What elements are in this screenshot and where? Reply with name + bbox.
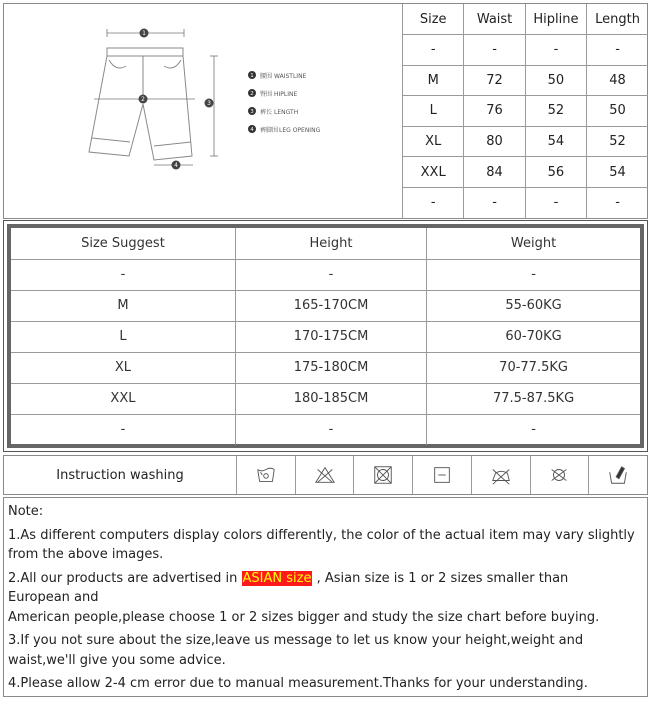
cell-weight: 70-77.5KG	[427, 352, 640, 383]
professional-care-icon	[589, 456, 647, 494]
cell-weight: 55-60KG	[427, 290, 640, 321]
cell-size: L	[403, 96, 464, 127]
legend-3-en: LENGTH	[274, 109, 299, 116]
cell-size: M	[403, 65, 464, 96]
cell-hipline: 52	[525, 96, 586, 127]
table-row	[11, 414, 640, 445]
table-row	[403, 157, 649, 188]
cell-hipline: -	[525, 35, 586, 66]
legend-1-en: WAISTLINE	[274, 73, 307, 80]
size-suggest-section	[3, 220, 648, 452]
note-3: 3.If you not sure about the size,leave us message to let us know your height,weight and waist,we'll give you some advice.	[8, 633, 584, 668]
shorts-drawing	[4, 4, 402, 218]
cell-size: XL	[403, 126, 464, 157]
cell-size: -	[11, 259, 235, 290]
table-row	[11, 290, 640, 321]
marker-2-label: 2	[141, 96, 145, 103]
cell-length: 52	[587, 126, 648, 157]
note-2-before: 2.All our products are advertised in	[8, 570, 242, 586]
table-row	[403, 187, 649, 218]
size-table	[402, 4, 648, 218]
header-height: Height	[235, 228, 426, 259]
size-suggest-table	[11, 228, 640, 445]
cell-size: -	[11, 414, 235, 445]
header-size-suggest: Size Suggest	[11, 228, 235, 259]
cell-height: 175-180CM	[235, 352, 426, 383]
cell-size: XXL	[11, 383, 235, 414]
cell-length: -	[587, 35, 648, 66]
size-chart-section	[3, 3, 648, 219]
no-tumble-dry-icon	[354, 456, 413, 494]
header-waist: Waist	[464, 4, 525, 35]
legend-3-zh: 裤长	[260, 109, 273, 116]
hand-wash-icon	[237, 456, 296, 494]
header-weight: Weight	[427, 228, 640, 259]
cell-length: 50	[587, 96, 648, 127]
cell-hipline: -	[525, 187, 586, 218]
header-hipline: Hipline	[525, 4, 586, 35]
cell-height: -	[235, 414, 426, 445]
legend-4-zh: 裤脚围	[260, 127, 279, 134]
note-2-line2: European and	[8, 590, 99, 605]
cell-size: -	[403, 35, 464, 66]
legend-2-zh: 臀围	[260, 91, 273, 98]
notes-title: Note:	[8, 504, 44, 519]
cell-height: -	[235, 259, 426, 290]
no-bleach-icon	[296, 456, 355, 494]
note-2-line3: American people,please choose 1 or 2 sizes bigger and study the size chart before buying.	[8, 609, 600, 625]
cell-hipline: 54	[525, 126, 586, 157]
suggest-table-header	[11, 228, 640, 259]
cell-size: L	[11, 321, 235, 352]
size-table-header	[403, 4, 649, 35]
note-4: 4.Please allow 2-4 cm error due to manual measurement.Thanks for your understanding.	[8, 676, 588, 691]
cell-length: 48	[587, 65, 648, 96]
table-row	[403, 35, 649, 66]
legend-1-zh: 腰围	[260, 73, 273, 80]
marker-3-label: 3	[207, 100, 211, 107]
header-size: Size	[403, 4, 464, 35]
cell-size: XXL	[403, 157, 464, 188]
cell-height: 180-185CM	[235, 383, 426, 414]
cell-waist: 72	[464, 65, 525, 96]
washing-instructions-row	[3, 455, 648, 495]
washing-label: Instruction washing	[4, 456, 237, 494]
cell-hipline: 56	[525, 157, 586, 188]
legend-4-en: LEG OPENING	[279, 127, 321, 134]
header-length: Length	[587, 4, 648, 35]
asian-size-highlight: ASIAN size	[242, 570, 312, 586]
table-row	[11, 259, 640, 290]
legend-4-num: 4	[250, 127, 254, 133]
table-row	[403, 65, 649, 96]
cell-waist: 76	[464, 96, 525, 127]
low-iron-icon	[472, 456, 531, 494]
note-1: 1.As different computers display colors differently, the color of the actual item may vary slightly from the above images.	[8, 527, 635, 562]
cell-weight: 60-70KG	[427, 321, 640, 352]
legend-1-num: 1	[250, 73, 254, 79]
cell-waist: 84	[464, 157, 525, 188]
cell-length: -	[587, 187, 648, 218]
shorts-measurement-diagram	[4, 4, 402, 218]
notes-section	[3, 497, 648, 697]
line-dry-icon	[413, 456, 472, 494]
cell-waist: -	[464, 35, 525, 66]
cell-length: 54	[587, 157, 648, 188]
table-row	[11, 321, 640, 352]
cell-waist: -	[464, 187, 525, 218]
cell-weight: -	[427, 414, 640, 445]
size-suggest-frame	[7, 224, 644, 448]
marker-1-label: 1	[142, 30, 146, 37]
table-row	[11, 383, 640, 414]
legend-2-en: HIPLINE	[274, 91, 298, 98]
note-2	[8, 569, 643, 589]
no-dry-clean-icon	[531, 456, 590, 494]
marker-4-label: 4	[174, 162, 178, 169]
note-2-after: , Asian size is 1 or 2 sizes smaller than	[312, 570, 569, 586]
legend-3-num: 3	[250, 109, 254, 115]
legend-2-num: 2	[250, 91, 254, 97]
cell-height: 165-170CM	[235, 290, 426, 321]
cell-size: XL	[11, 352, 235, 383]
cell-height: 170-175CM	[235, 321, 426, 352]
cell-hipline: 50	[525, 65, 586, 96]
table-row	[403, 96, 649, 127]
cell-size: M	[11, 290, 235, 321]
cell-size: -	[403, 187, 464, 218]
cell-waist: 80	[464, 126, 525, 157]
table-row	[403, 126, 649, 157]
table-row	[11, 352, 640, 383]
cell-weight: -	[427, 259, 640, 290]
cell-weight: 77.5-87.5KG	[427, 383, 640, 414]
